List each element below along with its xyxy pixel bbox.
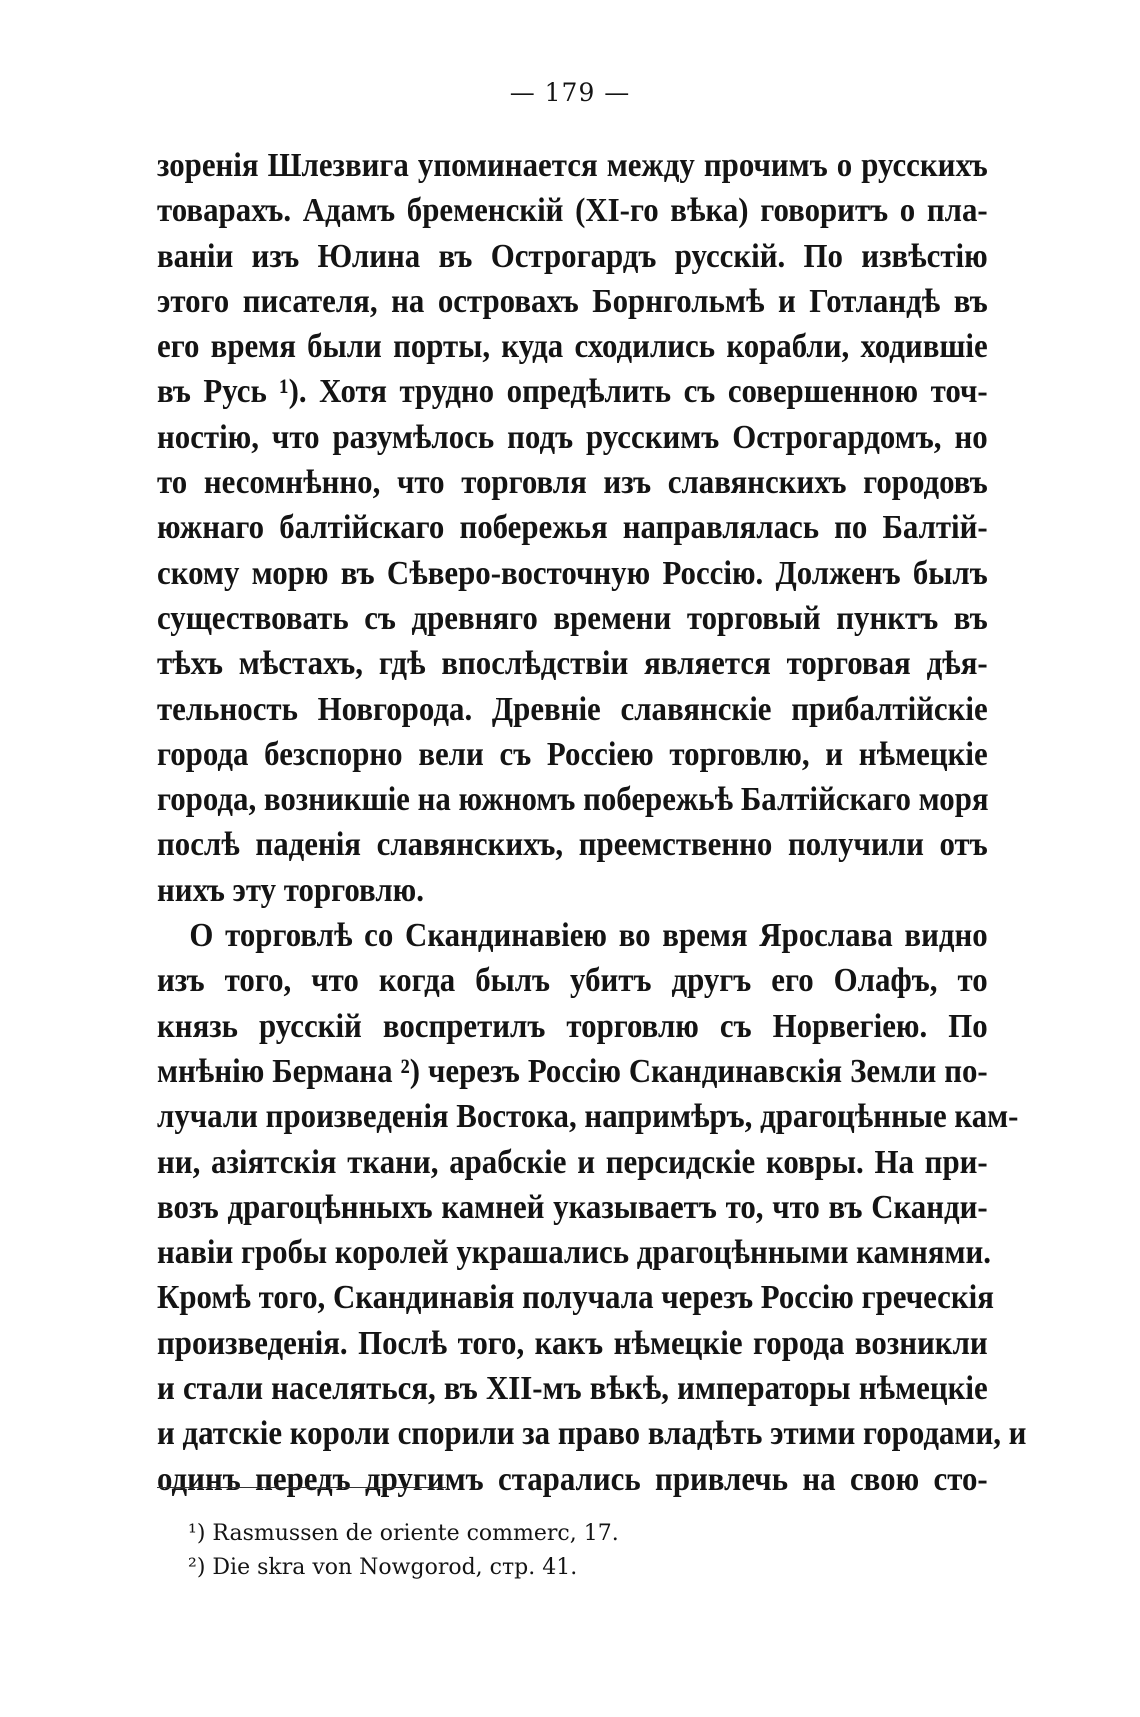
text-line: навіи гробы королей украшались драгоцѣнными камнями. — [157, 1233, 991, 1272]
text-line: и стали населяться, въ XII-мъ вѣкѣ, императоры нѣмецкіе — [157, 1369, 988, 1408]
footnotes — [188, 1517, 888, 1585]
text-line: ностію, что разумѣлось подъ русскимъ Острогардомъ, но — [157, 417, 988, 456]
text-line: города, возникшіе на южномъ побережьѣ Балтійскаго моря — [157, 780, 989, 819]
footnote-2: ²) Die skra von Nowgorod, стр. 41. — [188, 1555, 578, 1580]
text-line: послѣ паденія славянскихъ, преемственно получили отъ — [157, 825, 988, 864]
text-line: южнаго балтійскаго побережья направлялась по Балтій- — [157, 508, 988, 547]
text-line: лучали произведенія Востока, напримѣръ, драгоцѣнные кам- — [157, 1097, 1019, 1136]
text-line: товарахъ. Адамъ бременскій (XI-го вѣка) говоритъ о пла- — [157, 191, 988, 230]
text-line: тельность Новгорода. Древніе славянскіе прибалтійскіе — [157, 689, 988, 728]
text-line: произведенія. Послѣ того, какъ нѣмецкіе города возникли — [157, 1323, 988, 1362]
text-line: одинъ передъ другимъ старались привлечь на свою сто- — [157, 1459, 988, 1498]
text-line: существовать съ древняго времени торговый пунктъ въ — [157, 598, 988, 637]
text-line: то несомнѣнно, что торговля изъ славянскихъ городовъ — [157, 463, 988, 502]
text-line: мнѣнію Бермана ²) черезъ Россію Скандинавскія Земли по- — [157, 1051, 988, 1090]
footnote-separator — [157, 1487, 446, 1488]
text-line: возъ драгоцѣнныхъ камней указываетъ то, что въ Сканди- — [157, 1187, 988, 1226]
text-line: О торговлѣ со Скандинавіею во время Ярослава видно — [189, 916, 988, 955]
text-line: города безспорно вели съ Россіею торговлю, и нѣмецкіе — [157, 734, 988, 773]
paragraph-1 — [157, 143, 989, 913]
text-line: зоренія Шлезвига упоминается между прочимъ о русскихъ — [157, 146, 988, 184]
text-line: его время были порты, куда сходились корабли, ходившіе — [157, 327, 988, 366]
text-line: изъ того, что когда былъ убитъ другъ его Олафъ, то — [157, 961, 988, 1000]
text-line: въ Русь ¹). Хотя трудно опредѣлить съ совершенною точ- — [157, 372, 988, 411]
text-line: Кромѣ того, Скандинавія получала черезъ Россію греческія — [157, 1278, 994, 1317]
text-line: князь русскій воспретилъ торговлю съ Норвегіею. По — [157, 1006, 988, 1045]
text-line: нихъ эту торговлю. — [157, 870, 424, 909]
text-line: этого писателя, на островахъ Борнгольмѣ и Готландѣ въ — [157, 281, 988, 320]
text-line: скому морю въ Сѣверо-восточную Россію. Долженъ былъ — [157, 553, 988, 592]
text-line: ни, азіятскія ткани, арабскіе и персидскіе ковры. На при- — [157, 1142, 988, 1181]
page-number: — 179 — — [509, 78, 631, 107]
footnote-1: ¹) Rasmussen de oriente commerc, 17. — [188, 1521, 619, 1546]
paragraph-2 — [157, 913, 1027, 1502]
text-line: ваніи изъ Юлина въ Острогардъ русскій. По извѣстію — [157, 236, 988, 275]
text-line: тѣхъ мѣстахъ, гдѣ впослѣдствіи является торговая дѣя- — [157, 644, 988, 683]
text-line: и датскіе короли спорили за право владѣть этими городами, и — [157, 1414, 1027, 1453]
body-text — [157, 143, 1027, 1502]
